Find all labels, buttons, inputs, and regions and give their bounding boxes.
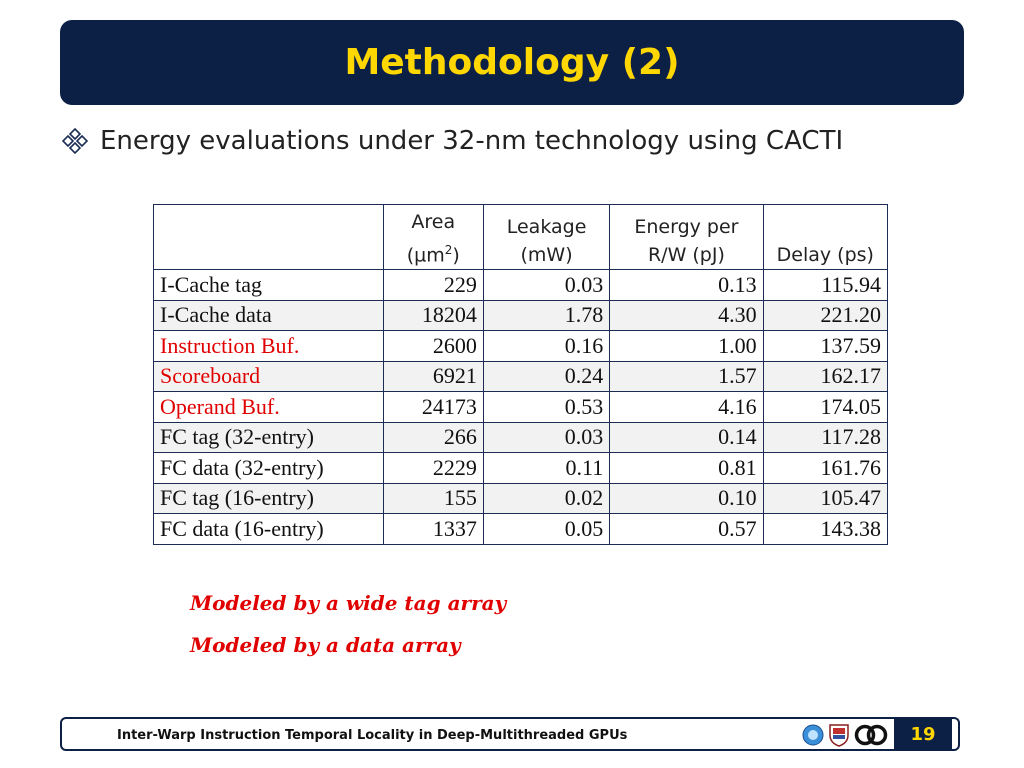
lab-logo: [854, 724, 888, 746]
row-leakage: 0.03: [483, 422, 609, 453]
row-delay: 143.38: [763, 514, 887, 545]
logo-group: [802, 723, 888, 747]
header-area-sup: 2: [444, 242, 453, 257]
row-name: FC tag (32-entry): [154, 422, 384, 453]
footer-title: Inter-Warp Instruction Temporal Locality in Deep-Multithreaded GPUs: [117, 728, 628, 743]
header-delay: Delay (ps): [763, 205, 887, 270]
note-data-array: Modeled by a data array: [190, 633, 461, 657]
row-area: 266: [383, 422, 483, 453]
row-name: Operand Buf.: [154, 392, 384, 423]
table-row: [154, 453, 888, 484]
page-number-box: [894, 717, 952, 751]
header-energy-line1: Energy per: [634, 216, 739, 238]
table-row: [154, 422, 888, 453]
row-name: Instruction Buf.: [154, 331, 384, 362]
row-leakage: 0.11: [483, 453, 609, 484]
row-leakage: 0.05: [483, 514, 609, 545]
header-area-line1: Area: [411, 210, 456, 233]
row-area: 6921: [383, 361, 483, 392]
header-area: [383, 205, 483, 270]
row-delay: 117.28: [763, 422, 887, 453]
row-delay: 174.05: [763, 392, 887, 423]
university-seal-logo: [802, 724, 824, 746]
table-row: [154, 331, 888, 362]
table-row: [154, 270, 888, 301]
row-name: FC data (16-entry): [154, 514, 384, 545]
row-leakage: 0.24: [483, 361, 609, 392]
table-row: [154, 514, 888, 545]
row-delay: 221.20: [763, 300, 887, 331]
row-energy: 0.57: [610, 514, 763, 545]
header-leakage-line2: (mW): [520, 244, 573, 266]
row-delay: 162.17: [763, 361, 887, 392]
row-energy: 0.81: [610, 453, 763, 484]
header-energy-line2: R/W (pJ): [647, 244, 725, 266]
row-leakage: 0.02: [483, 483, 609, 514]
row-delay: 105.47: [763, 483, 887, 514]
note-wide-tag-array: Modeled by a wide tag array: [190, 591, 507, 615]
page-number: 19: [910, 723, 936, 745]
row-energy: 1.57: [610, 361, 763, 392]
energy-table: [153, 204, 888, 545]
table-row: [154, 300, 888, 331]
title-bar: [60, 20, 964, 105]
row-leakage: 0.16: [483, 331, 609, 362]
header-area-line2a: (µm: [406, 244, 445, 266]
bullet-text: Energy evaluations under 32-nm technology using CACTI: [100, 126, 844, 156]
row-energy: 4.16: [610, 392, 763, 423]
row-name: I-Cache tag: [154, 270, 384, 301]
row-energy: 1.00: [610, 331, 763, 362]
table-row: [154, 392, 888, 423]
row-area: 2229: [383, 453, 483, 484]
table-row: [154, 483, 888, 514]
header-empty: [154, 205, 384, 270]
bullet-line: [62, 126, 843, 156]
header-leakage-line1: Leakage: [506, 216, 587, 238]
row-area: 1337: [383, 514, 483, 545]
header-leakage: [483, 205, 609, 270]
diamond-bullet-icon: [62, 128, 88, 154]
table-header-row: [154, 205, 888, 270]
row-area: 155: [383, 483, 483, 514]
row-name: FC tag (16-entry): [154, 483, 384, 514]
row-leakage: 0.53: [483, 392, 609, 423]
table-row: [154, 361, 888, 392]
row-leakage: 1.78: [483, 300, 609, 331]
row-energy: 0.14: [610, 422, 763, 453]
row-area: 18204: [383, 300, 483, 331]
header-area-line2b: ): [452, 244, 460, 266]
row-name: I-Cache data: [154, 300, 384, 331]
row-name: FC data (32-entry): [154, 453, 384, 484]
row-delay: 161.76: [763, 453, 887, 484]
row-energy: 0.10: [610, 483, 763, 514]
row-delay: 137.59: [763, 331, 887, 362]
row-delay: 115.94: [763, 270, 887, 301]
shield-logo: [828, 723, 850, 747]
row-name: Scoreboard: [154, 361, 384, 392]
row-area: 229: [383, 270, 483, 301]
footer-bar: [60, 717, 960, 751]
row-area: 2600: [383, 331, 483, 362]
header-energy: [610, 205, 763, 270]
row-leakage: 0.03: [483, 270, 609, 301]
slide-title: Methodology (2): [344, 42, 680, 83]
row-energy: 0.13: [610, 270, 763, 301]
row-energy: 4.30: [610, 300, 763, 331]
row-area: 24173: [383, 392, 483, 423]
